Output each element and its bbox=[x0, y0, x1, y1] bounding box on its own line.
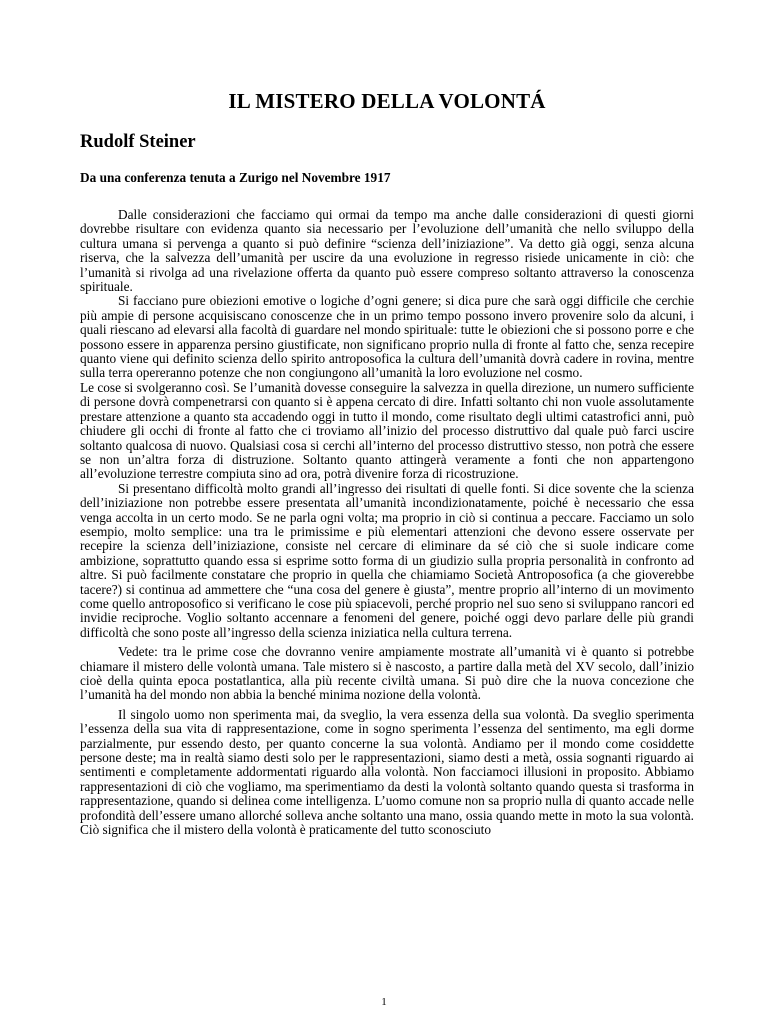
document-page bbox=[80, 88, 694, 837]
paragraph-2: Si facciano pure obiezioni emotive o logiche d’ogni genere; si dica pure che sarà oggi difficile che cerchie più ampie di persone acquisiscano conoscenze che in un primo tempo possono invero provenire solo da alcuni, i quali riescano ad elevarsi alla facoltà di guardare nel mondo spirituale: tutte le obiezioni che si possono porre e che possono essere in apparenza persino giustificate, non significano proprio nulla di fronte al fatto che, senza recepire quanto viene qui definito scienza dello spirito antroposofica la cultura dell’umanità dovrà cadere in rovina, mentre sulla terra opereranno potenze che non congiungono all’umanità la loro evoluzione nel cosmo. bbox=[80, 293, 694, 381]
document-author: Rudolf Steiner bbox=[80, 132, 196, 152]
paragraph-6: Il singolo uomo non sperimenta mai, da sveglio, la vera essenza della sua volontà. Da sveglio sperimenta l’essenza della sua vita di rappresentazione, come in sogno sperimenta l’essenza del sentimento, ma egli dorme parzialmente, pur essendo desto, per quanto concerne la sua volontà. Andiamo per il mondo come cosiddette persone deste; ma in realtà siamo desti solo per le rappresentazioni, siamo desti a metà, ossia sognanti riguardo ai sentimenti e completamente addormentati riguardo alla volontà. Non facciamoci illusioni in proposito. Abbiamo rappresentazioni di ciò che vogliamo, ma sperimentiamo da desti la volontà soltanto quando questa si trasforma in rappresentazione, quando si delinea come intelligenza. L’uomo comune non sa proprio nulla di quanto accade nelle profondità dell’essere umano allorché solleva anche soltanto una mano, ossia quando mette in moto la sua volontà. Ciò significa che il mistero della volontà è praticamente del tutto sconosciuto bbox=[80, 706, 694, 838]
document-subtitle: Da una conferenza tenuta a Zurigo nel Novembre 1917 bbox=[80, 170, 391, 185]
paragraph-1: Dalle considerazioni che facciamo qui ormai da tempo ma anche dalle considerazioni di questi giorni dovrebbe risultare con evidenza quanto sia necessario per l’evoluzione dell’umanità che nello sviluppo della cultura umana si pervenga a quanto si può definire “scienza dell’iniziazione”. Va detto già oggi, senza alcuna riserva, che la salvezza dell’umanità per uscire da una evoluzione in regresso risiede unicamente in ciò: che l’umanità si rivolga ad una rivelazione offerta da quanto può essere compreso soltanto attraverso la conoscenza spirituale. bbox=[80, 207, 694, 295]
document-title: IL MISTERO DELLA VOLONTÁ bbox=[228, 89, 546, 113]
page-number: 1 bbox=[381, 996, 387, 1008]
paragraph-4: Si presentano difficoltà molto grandi all’ingresso dei risultati di quelle fonti. Si dice sovente che la scienza dell’iniziazione non potrebbe essere presentata all’umanità incondizionatamente, poiché è necessario che essa venga accolta in un certo modo. Se ne parla ogni volta; ma proprio in ciò si continua a peccare. Facciamo un solo esempio, molto semplice: una tra le primissime e più elementari attenzioni che devono essere osservate per recepire la scienza dell’iniziazione, consiste nel cercare di eliminare da sé ciò che si suole indicare come ambizione, soprattutto quando essa si esprime sotto forma di un giudizio sulla propria personalità in confronto ad altre. Si può facilmente constatare che proprio in quella che chiamiamo Società Antroposofica (a che gioverebbe tacere?) si continua ad ammettere che “una cosa del genere è giusta”, mentre proprio all’interno di un movimento come quello antroposofico si verificano le cose più spiacevoli, perché proprio nel suo seno si sviluppano rancori ed invidie reciproche. Voglio soltanto accennare a fenomeni del genere, poiché oggi devo parlare delle più grandi difficoltà che sono poste all’ingresso della scienza iniziatica nella cultura terrena. bbox=[80, 480, 694, 640]
document-body bbox=[80, 208, 694, 837]
paragraph-3: Le cose si svolgeranno così. Se l’umanità dovesse conseguire la salvezza in quella direzione, un numero sufficiente di persone dovrà compenetrarsi con quanto si è appena cercato di dire. Infatti soltanto chi non vuole assolutamente prestare attenzione a quanto sta accadendo oggi in tutto il mondo, come risultato degli ultimi catastrofici anni, può chiudere gli occhi di fronte al fatto che ci troviamo all’inizio del processo distruttivo dal quale può farci uscire soltanto qualcosa di nuovo. Qualsiasi cosa si cerchi all’interno del processo distruttivo stesso, non potrà che essere se non un’altra forza di distruzione. Soltanto quanto attingerà veramente a fonti che non appartengono all’evoluzione terrestre compiuta sino ad ora, potrà divenire forza di ricostruzione. bbox=[80, 379, 694, 482]
paragraph-5: Vedete: tra le prime cose che dovranno venire ampiamente mostrate all’umanità vi è quanto si potrebbe chiamare il mistero delle volontà umana. Tale mistero si è nascosto, a partire dalla metà del XV secolo, dall’inizio cioè della quinta epoca postatlantica, alla più recente civiltà umana. Si può dire che la nuova concezione che l’umanità ha del mondo non abbia la benché minima nozione della volontà. bbox=[80, 644, 694, 703]
